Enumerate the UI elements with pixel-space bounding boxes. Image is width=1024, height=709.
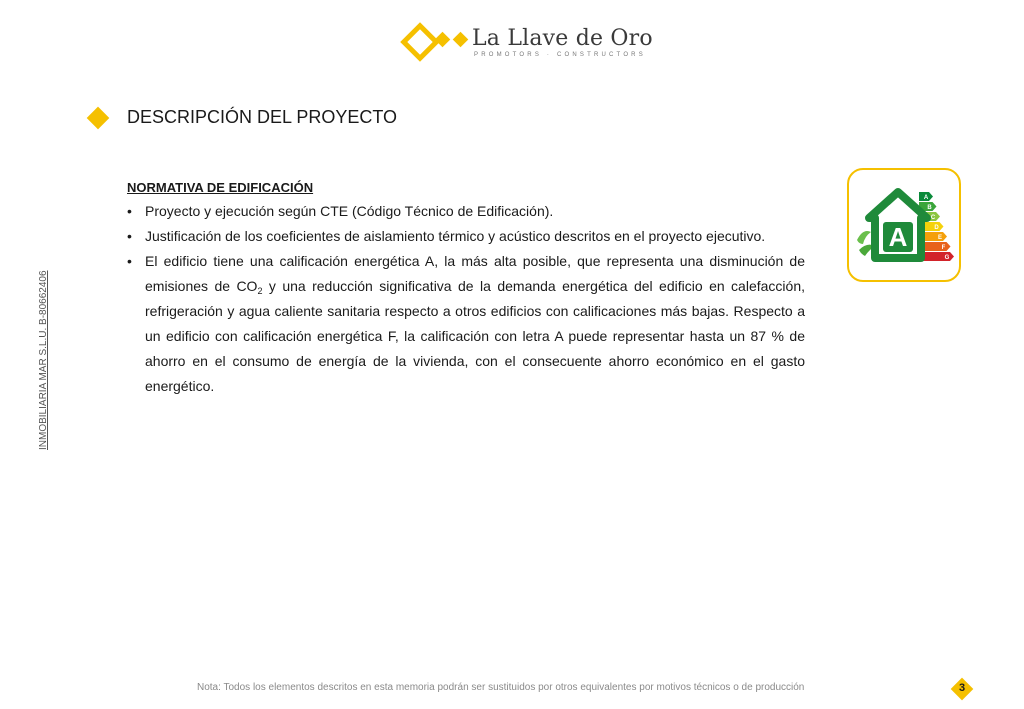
page-number-label: 3 xyxy=(958,682,966,694)
logo-diamond-icon xyxy=(453,32,469,48)
energy-scale-label: A xyxy=(923,195,929,201)
list-item-text: El edificio tiene una calificación energética A, la más alta posible, que representa una disminución de emisiones de CO xyxy=(145,253,805,294)
logo-diamond-icon xyxy=(435,32,451,48)
section-diamond-icon xyxy=(87,107,110,130)
energy-scale-label: E xyxy=(937,235,943,241)
content-block xyxy=(127,178,805,399)
company-logo xyxy=(400,22,653,62)
page-number xyxy=(952,679,972,699)
brand-name: La Llave de Oro xyxy=(472,26,653,51)
energy-scale-label: G xyxy=(944,255,950,261)
energy-scale-label: F xyxy=(941,245,946,251)
footer-note: Nota: Todos los elementos descritos en esta memoria podrán ser sustituidos por otros equivalentes por motivos técnicos o de producción xyxy=(197,682,805,693)
side-company-text: INMOBILIARIA MAR S.L.U. B-80662406 xyxy=(38,270,49,450)
energy-grade-letter: A xyxy=(888,222,908,252)
list-item: • Proyecto y ejecución según CTE (Código Técnico de Edificación). xyxy=(127,199,805,224)
subsection-title: NORMATIVA DE EDIFICACIÓN xyxy=(127,180,314,195)
section-title: DESCRIPCIÓN DEL PROYECTO xyxy=(127,107,398,127)
list-item xyxy=(127,249,805,399)
leaf-icon xyxy=(857,231,871,244)
bullet-list xyxy=(127,199,805,399)
energy-rating-house-icon xyxy=(849,170,959,280)
energy-rating-badge xyxy=(847,168,961,282)
energy-scale-label: B xyxy=(927,205,932,211)
logo-diamond-outline-icon xyxy=(400,22,440,62)
energy-scale-label: C xyxy=(930,215,936,221)
list-item-text: y una reducción significativa de la demanda energética del edificio en calefacción, refrigeración y agua caliente sanitaria respecto a otros edificios con calificaciones más bajas. Respecto a un edificio con calificación energética F, la calificación con letra A puede representar hasta un 87 % de ahorro en el consumo de energía de la vivienda, con el consecuente ahorro económico en el gasto energético. xyxy=(145,278,805,394)
energy-scale-label: D xyxy=(934,225,939,231)
list-item: • Justificación de los coeficientes de aislamiento térmico y acústico descritos en el proyecto ejecutivo. xyxy=(127,224,805,249)
brand-tagline: PROMOTORS · CONSTRUCTORS xyxy=(474,52,646,58)
subscript: 2 xyxy=(257,286,263,296)
